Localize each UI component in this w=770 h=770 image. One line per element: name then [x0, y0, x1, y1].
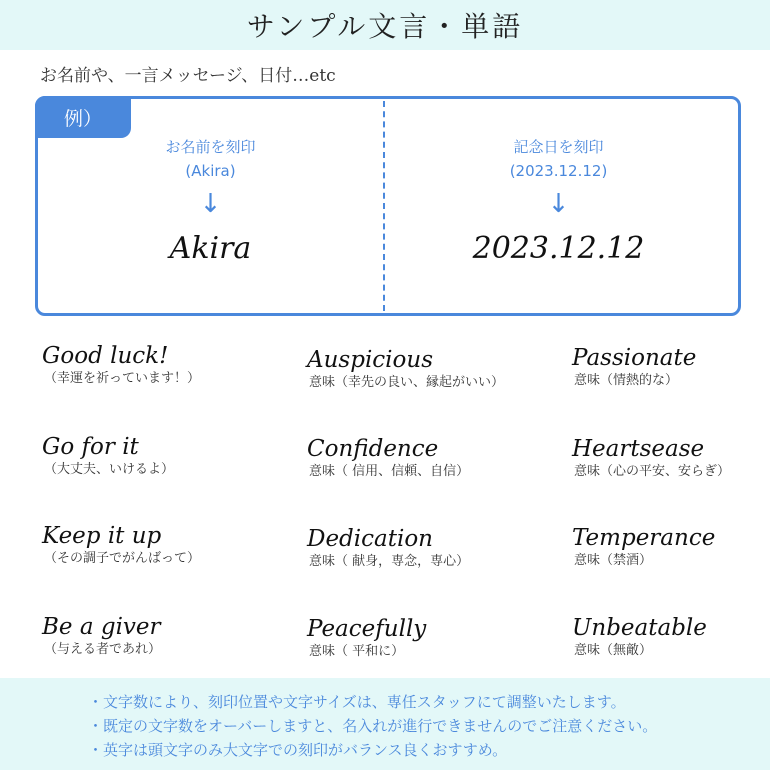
- word-item: [42, 613, 282, 659]
- word-meaning: 意味（心の平安、安らぎ）: [574, 464, 731, 479]
- word-item: [307, 525, 547, 571]
- word-meaning: （大丈夫、いけるよ）: [44, 462, 175, 477]
- example-name-sample: (Akira): [185, 162, 236, 180]
- word-meaning: 意味（ 献身，専念，専心）: [309, 554, 470, 569]
- example-name-label: お名前を刻印: [165, 138, 256, 156]
- word-english: Peacefully: [307, 616, 427, 642]
- example-name-column: [38, 135, 383, 266]
- word-english: Dedication: [307, 526, 433, 552]
- word-english: Auspicious: [307, 347, 434, 373]
- word-english: Unbeatable: [572, 615, 707, 641]
- word-item: [42, 342, 282, 388]
- word-meaning: （幸運を祈っています！）: [44, 371, 201, 386]
- word-item: [307, 615, 547, 661]
- word-english: Good luck!: [42, 343, 169, 369]
- word-item: [307, 346, 547, 392]
- down-arrow-icon: ↓: [547, 189, 570, 219]
- word-english: Keep it up: [42, 523, 162, 549]
- example-box: [35, 96, 741, 316]
- word-english: Be a giver: [42, 614, 161, 640]
- dashed-divider: [383, 101, 385, 311]
- example-date-label: 記念日を刻印: [513, 138, 604, 156]
- word-item: [307, 435, 547, 481]
- word-meaning: 意味（幸先の良い、縁起がいい）: [309, 375, 505, 390]
- word-meaning: （その調子でがんばって）: [44, 551, 201, 566]
- word-english: Heartsease: [572, 436, 705, 462]
- down-arrow-icon: ↓: [199, 189, 222, 219]
- example-name-result: Akira: [169, 231, 252, 266]
- page-title: サンプル文言・単語: [246, 10, 524, 43]
- word-meaning: （与える者であれ）: [44, 642, 162, 657]
- word-english: Temperance: [572, 525, 716, 551]
- note-item: ・文字数により、刻印位置や文字サイズは、専任スタッフにて調整いたします。: [88, 693, 626, 711]
- example-date-column: [386, 135, 731, 266]
- example-tab: 例）: [35, 96, 131, 138]
- word-meaning: 意味（禁酒）: [574, 553, 653, 568]
- word-item: [572, 435, 770, 481]
- note-item: ・既定の文字数をオーバーしますと、名入れが進行できませんのでご注意ください。: [88, 717, 658, 735]
- word-english: Passionate: [572, 345, 697, 371]
- word-meaning: 意味（ 信用、信頼、自信）: [309, 464, 470, 479]
- word-item: [42, 522, 282, 568]
- example-date-sample: (2023.12.12): [509, 162, 608, 180]
- word-item: [572, 614, 770, 660]
- notes-band: [0, 678, 770, 770]
- example-date-result: 2023.12.12: [472, 231, 645, 266]
- word-meaning: 意味（無敵）: [574, 643, 653, 658]
- word-item: [42, 433, 282, 479]
- intro-text: お名前や、一言メッセージ、日付…etc: [40, 66, 336, 86]
- note-item: ・英字は頭文字のみ大文字での刻印がバランス良くおすすめ。: [88, 741, 508, 759]
- word-english: Confidence: [307, 436, 439, 462]
- notes-list: [88, 690, 657, 762]
- header-band: [0, 0, 770, 50]
- word-english: Go for it: [42, 434, 139, 460]
- word-item: [572, 524, 770, 570]
- word-meaning: 意味（情熱的な）: [574, 373, 679, 388]
- word-item: [572, 344, 770, 390]
- word-meaning: 意味（ 平和に）: [309, 644, 405, 659]
